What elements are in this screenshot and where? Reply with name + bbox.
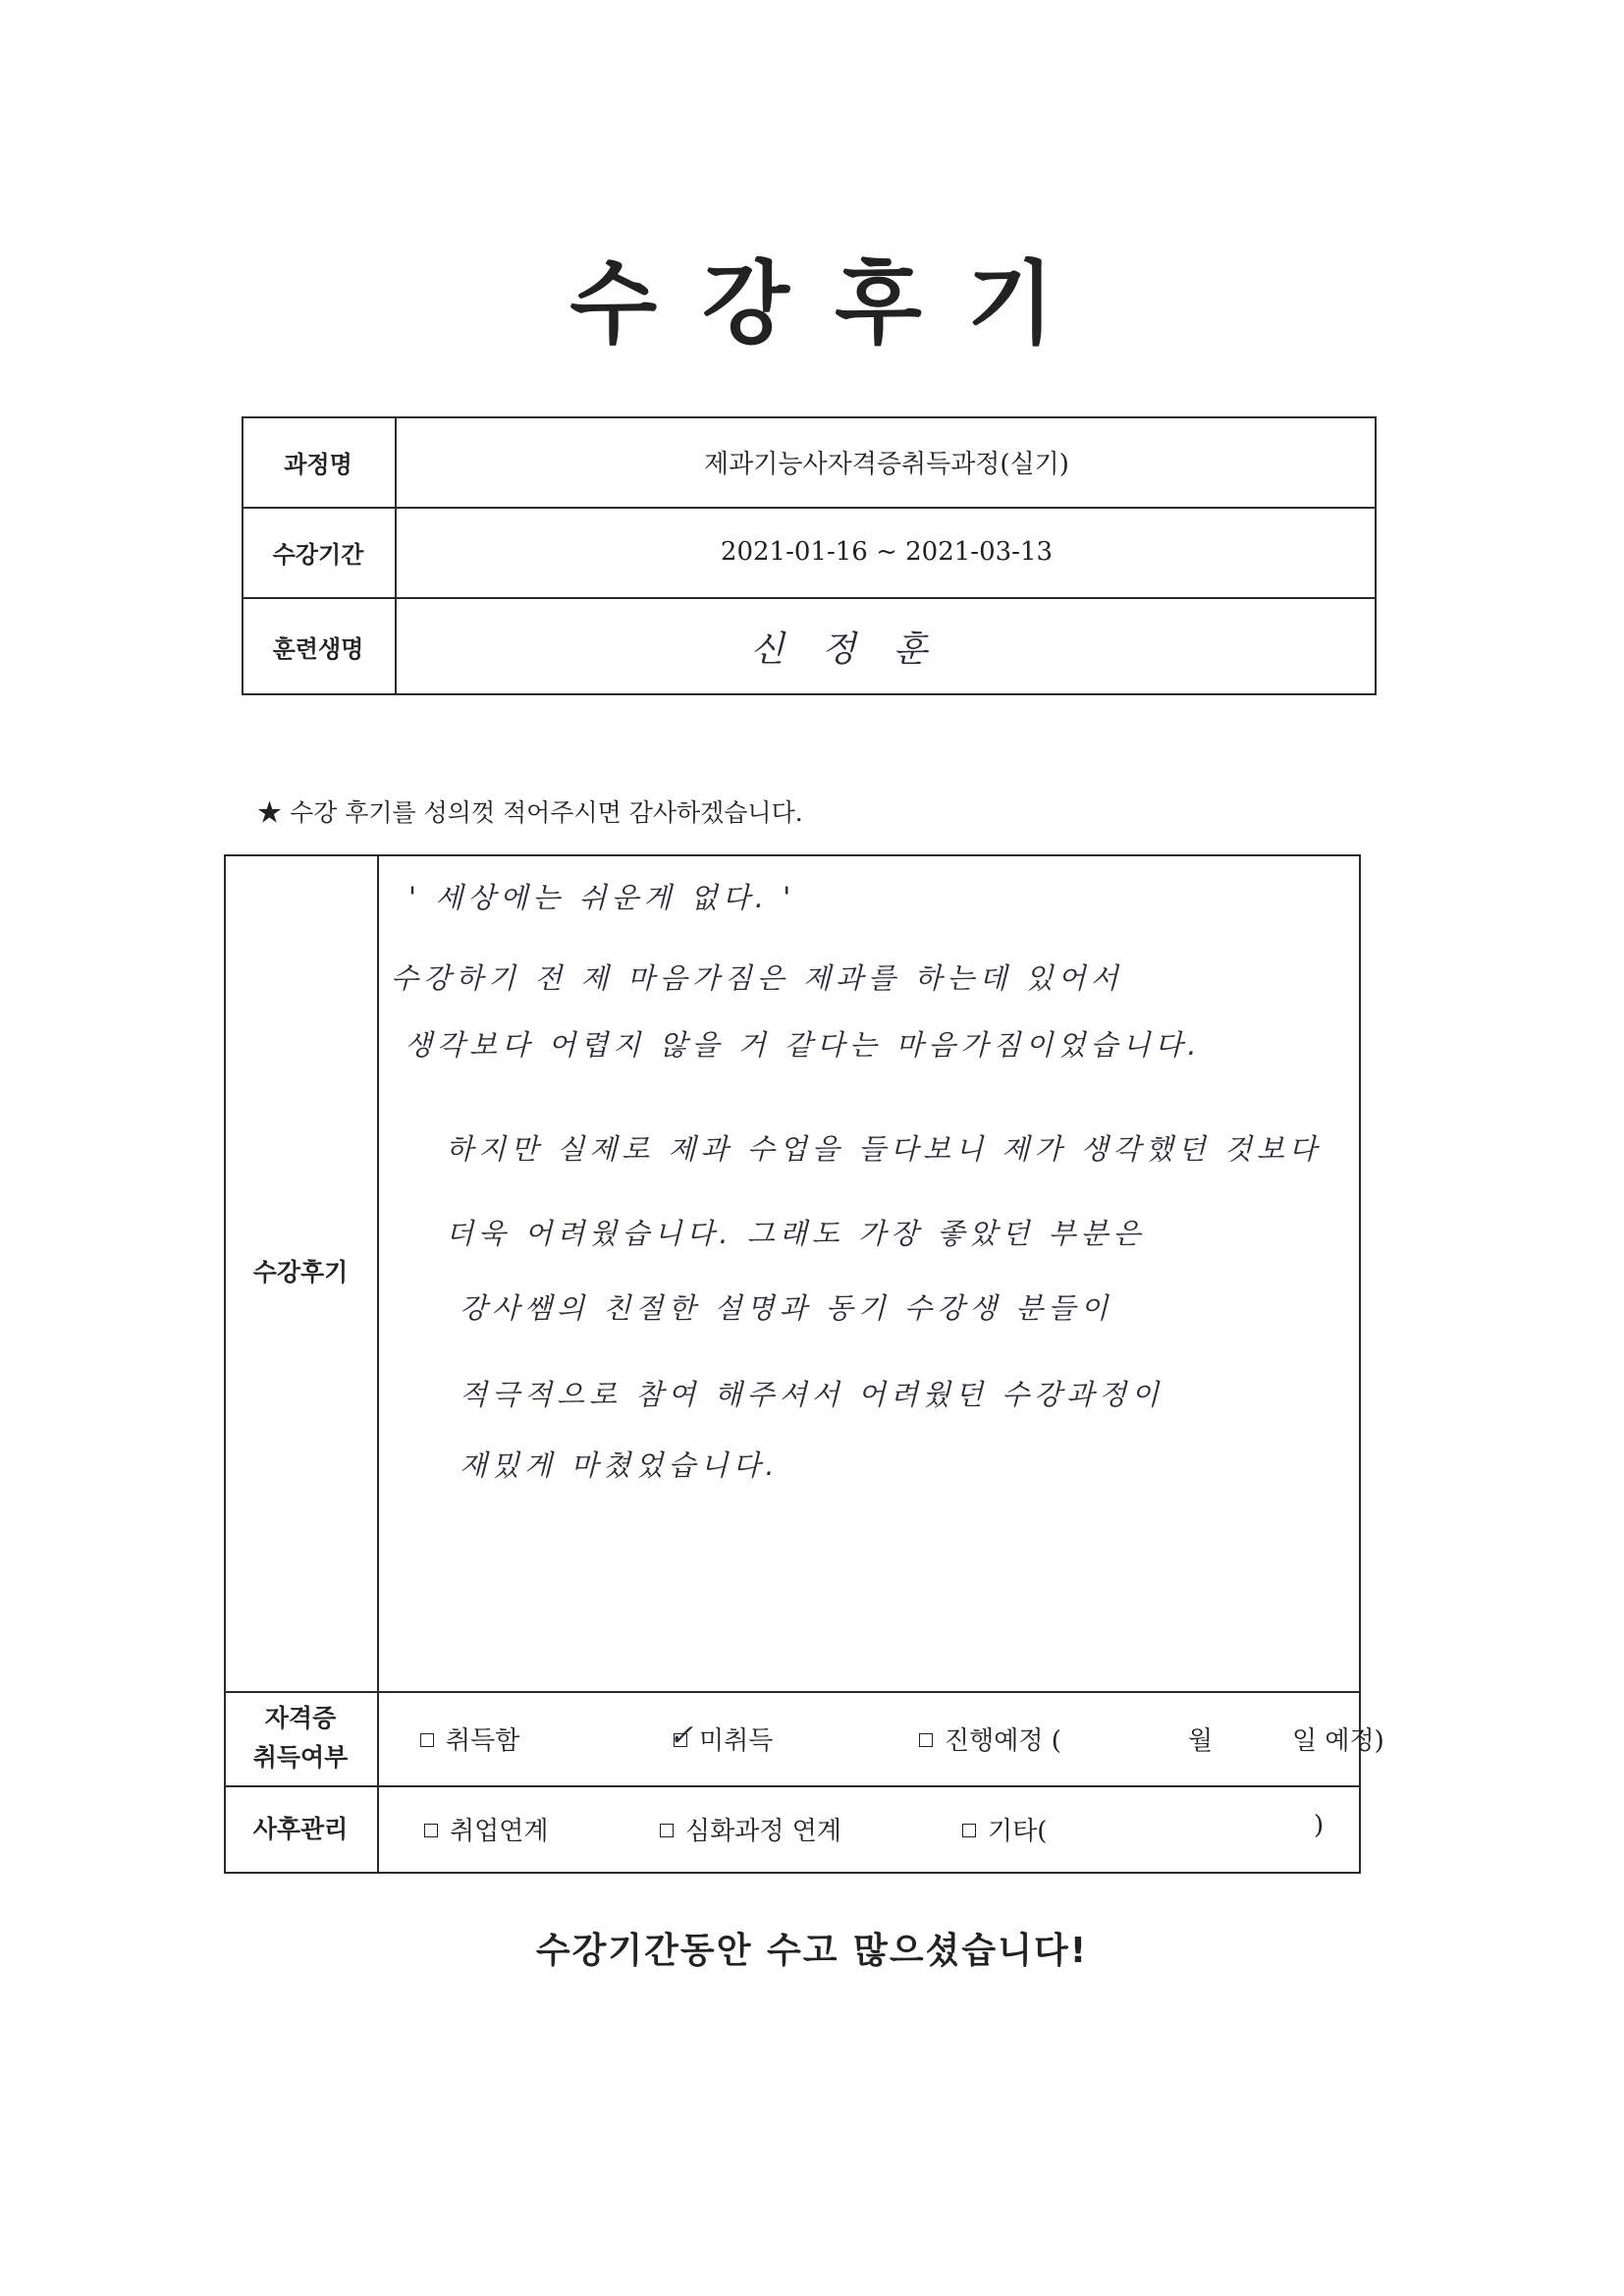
review-line: 수강하기 전 제 마음가짐은 제과를 하는데 있어서 <box>391 961 1123 995</box>
review-handwritten-text <box>391 854 1351 1691</box>
trainee-name-cell <box>397 597 1377 695</box>
followup-label: 사후관리 <box>252 1815 349 1843</box>
checkbox[interactable] <box>962 1824 976 1837</box>
option-not-acquired[interactable] <box>669 1718 774 1757</box>
checkbox[interactable] <box>660 1824 674 1837</box>
review-line: 생각보다 어렵지 않을 거 같다는 마음가짐이었습니다. <box>405 1028 1202 1062</box>
certification-label-line1: 자격증 <box>264 1704 337 1732</box>
review-line: 재밌게 마쳤었습니다. <box>460 1449 780 1482</box>
certification-options <box>379 1691 1384 1785</box>
review-line: ' 세상에는 쉬운게 없다. ' <box>408 881 796 914</box>
option-label: 취득함 <box>446 1726 520 1756</box>
checkmark-icon: ✓ <box>669 1718 694 1753</box>
checkbox[interactable] <box>919 1733 933 1747</box>
course-info-table <box>242 416 1377 695</box>
option-label: 미취득 <box>699 1726 774 1756</box>
certification-label-line2: 취득여부 <box>252 1743 349 1772</box>
checkbox-checked[interactable] <box>669 1718 694 1753</box>
course-period-label: 수강기간 <box>272 540 364 569</box>
notice-text: ★ 수강 후기를 성의껏 적어주시면 감사하겠습니다. <box>257 798 803 827</box>
review-label: 수강후기 <box>252 1258 349 1286</box>
option-label: 진행예정 ( <box>945 1726 1061 1756</box>
scheduled-month: 월 <box>1188 1726 1214 1756</box>
page-title: 수강후기 <box>569 251 1100 356</box>
option-job-link[interactable] <box>424 1811 548 1847</box>
review-line: 강사쌤의 친절한 설명과 동기 수강생 분들이 <box>460 1291 1113 1325</box>
course-period-value: 2021-01-16 ~ 2021-03-13 <box>720 537 1054 567</box>
followup-options <box>379 1785 1361 1874</box>
trainee-name-label: 훈련생명 <box>272 634 364 663</box>
checkbox[interactable] <box>420 1733 434 1747</box>
course-name-label: 과정명 <box>284 450 352 478</box>
checkbox[interactable] <box>424 1824 438 1837</box>
review-line: 더욱 어려웠습니다. 그래도 가장 좋았던 부분은 <box>446 1217 1146 1250</box>
scheduled-day: 일 예정) <box>1292 1726 1384 1756</box>
review-line: 하지만 실제로 제과 수업을 들다보니 제가 생각했던 것보다 <box>446 1132 1322 1166</box>
review-line: 적극적으로 참여 해주셔서 어려웠던 수강과정이 <box>460 1378 1164 1411</box>
option-scheduled[interactable] <box>919 1721 1061 1757</box>
option-acquired[interactable] <box>420 1721 519 1757</box>
certification-label <box>224 1691 377 1785</box>
course-name-value: 제과기능사자격증취득과정(실기) <box>704 449 1069 479</box>
option-advanced-course[interactable] <box>660 1811 841 1847</box>
review-table <box>224 854 1384 1874</box>
option-label: 기타( <box>988 1817 1048 1846</box>
closing-message: 수강기간동안 수고 많으셨습니다! <box>535 1931 1089 1971</box>
option-other[interactable] <box>962 1811 1047 1847</box>
option-label: 취업연계 <box>450 1817 549 1846</box>
option-label: 심화과정 연계 <box>685 1817 841 1846</box>
option-other-close: ) <box>1314 1811 1325 1840</box>
trainee-name-handwritten: 신정훈 <box>750 629 965 670</box>
